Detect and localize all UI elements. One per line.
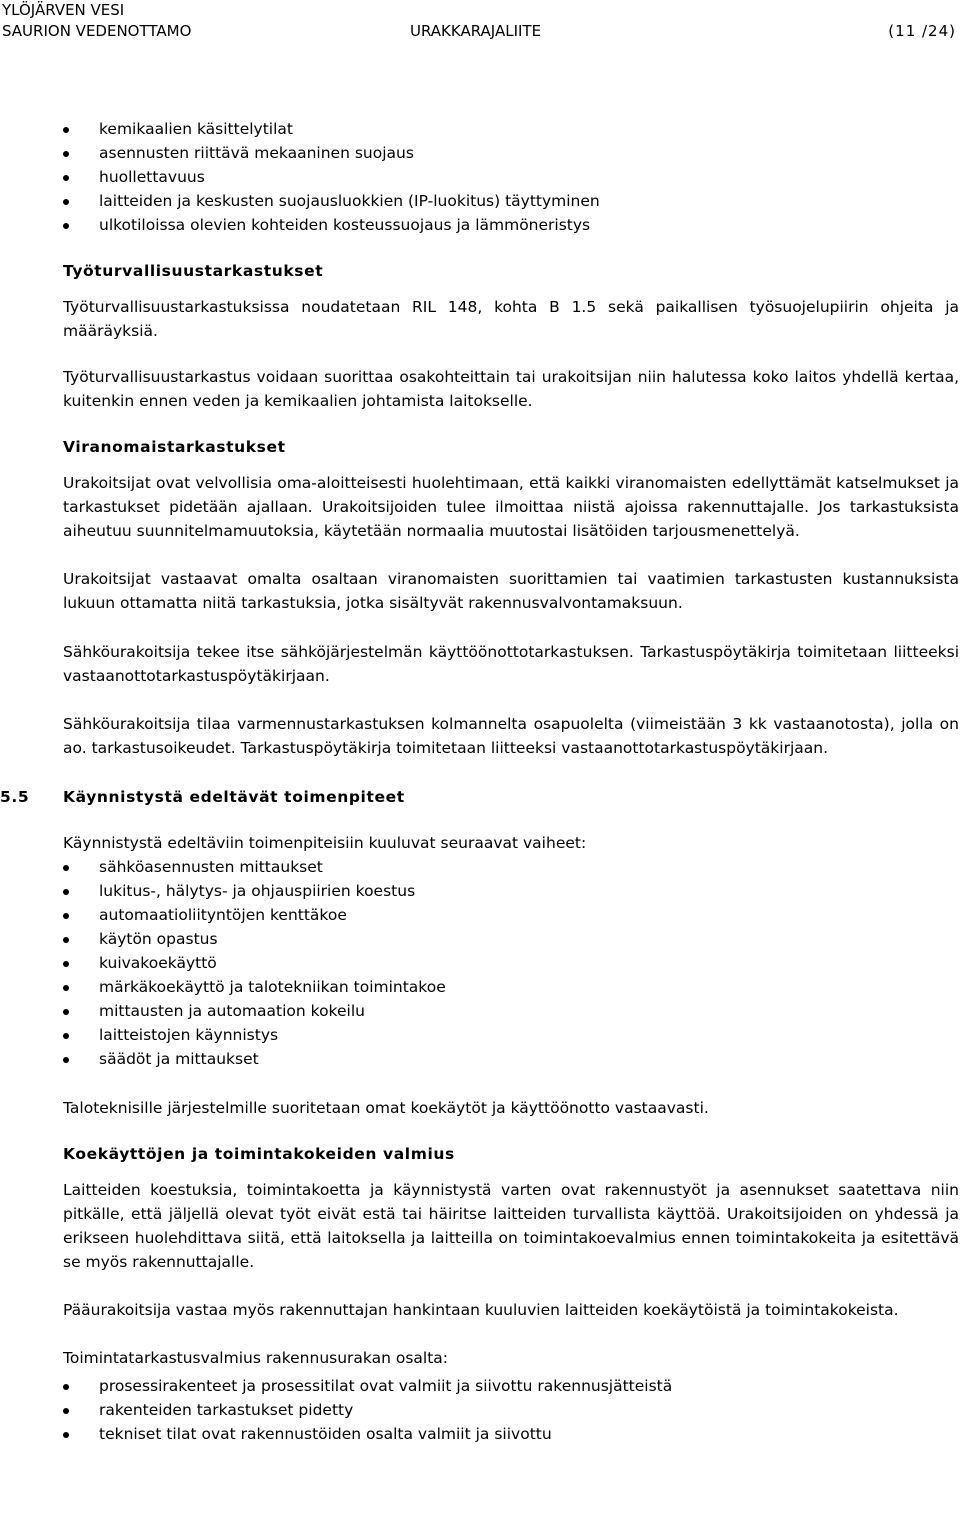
paragraph: Käynnistystä edeltäviin toimenpiteisiin kuuluvat seuraavat vaiheet:	[63, 834, 587, 852]
bullet-list-top	[63, 117, 959, 237]
document-body	[0, 117, 959, 1446]
subheading-koekaytot: Koekäyttöjen ja toimintakokeiden valmius	[63, 1145, 455, 1163]
section-heading-5-5	[0, 785, 959, 809]
paragraph: Taloteknisille järjestelmille suoritetaan omat koekäytöt ja käyttöönotto vastaavasti.	[63, 1099, 709, 1117]
bullet-list-section	[63, 855, 959, 1071]
header-project: SAURION VEDENOTTAMO	[2, 22, 192, 40]
header-page-number: (11 /24)	[888, 22, 956, 40]
list-item: laitteiden ja keskusten suojausluokkien (IP-luokitus) täyttyminen	[63, 189, 959, 213]
list-item: tekniset tilat ovat rakennustöiden osalta valmiit ja siivottu	[63, 1422, 959, 1446]
header-document-type: URAKKARAJALIITE	[410, 22, 542, 40]
list-item: lukitus-, hälytys- ja ohjauspiirien koestus	[63, 879, 959, 903]
subheading-viranomais: Viranomaistarkastukset	[63, 438, 286, 456]
list-item: ulkotiloissa olevien kohteiden kosteussuojaus ja lämmöneristys	[63, 213, 959, 237]
paragraph: Sähköurakoitsija tilaa varmennustarkastuksen kolmannelta osapuolelta (viimeistään 3 kk vastaanotosta), jolla on ao. tarkastusoikeudet. Tarkastuspöytäkirja toimitetaan liitteeksi vastaanottotarkastuspöytäkirjaan.	[63, 715, 959, 757]
list-item: kuivakoekäyttö	[63, 951, 959, 975]
list-item: laitteistojen käynnistys	[63, 1023, 959, 1047]
page-header	[0, 0, 960, 45]
paragraph: Urakoitsijat vastaavat omalta osaltaan viranomaisten suorittamien tai vaatimien tarkastusten kustannuksista lukuun ottamatta niitä tarkastuksia, jotka sisältyvät rakennusvalvontamaksuun.	[63, 570, 959, 612]
paragraph: Laitteiden koestuksia, toimintakoetta ja käynnistystä varten ovat rakennustyöt ja asennukset saatettava niin pitkälle, että jäljellä olevat työt eivät estä tai häiritse laitteiden turvallista käyttöä. Urakoitsijoiden on yhdessä ja erikseen huolehdittava siitä, että laitoksella ja laitteilla on toimintakoevalmius ennen toimintakokeita ja esitettävä se myös rakennuttajalle.	[63, 1181, 959, 1271]
list-item: mittausten ja automaation kokeilu	[63, 999, 959, 1023]
list-item: prosessirakenteet ja prosessitilat ovat valmiit ja siivottu rakennusjätteistä	[63, 1374, 959, 1398]
bullet-list-bottom	[63, 1374, 959, 1446]
list-item: kemikaalien käsittelytilat	[63, 117, 959, 141]
section-title: Käynnistystä edeltävät toimenpiteet	[63, 788, 405, 806]
list-item: säädöt ja mittaukset	[63, 1047, 959, 1071]
section-number: 5.5	[0, 788, 30, 806]
list-item: rakenteiden tarkastukset pidetty	[63, 1398, 959, 1422]
paragraph: Toimintatarkastusvalmius rakennusurakan osalta:	[63, 1349, 449, 1367]
paragraph: Pääurakoitsija vastaa myös rakennuttajan hankintaan kuuluvien laitteiden koekäytöistä ja toimintakokeista.	[63, 1301, 899, 1319]
list-item: huollettavuus	[63, 165, 959, 189]
list-item: sähköasennusten mittaukset	[63, 855, 959, 879]
list-item: automaatioliityntöjen kenttäkoe	[63, 903, 959, 927]
header-organization: YLÖJÄRVEN VESI	[2, 1, 125, 19]
list-item: asennusten riittävä mekaaninen suojaus	[63, 141, 959, 165]
paragraph: Työturvallisuustarkastus voidaan suorittaa osakohteittain tai urakoitsijan niin halutessa koko laitos yhdellä kertaa, kuitenkin ennen veden ja kemikaalien johtamista laitokselle.	[63, 368, 959, 410]
list-item: märkäkoekäyttö ja talotekniikan toimintakoe	[63, 975, 959, 999]
subheading-tyoturvallisuus: Työturvallisuustarkastukset	[63, 262, 324, 280]
paragraph: Työturvallisuustarkastuksissa noudatetaan RIL 148, kohta B 1.5 sekä paikallisen työsuojelupiirin ohjeita ja määräyksiä.	[63, 298, 959, 340]
paragraph: Sähköurakoitsija tekee itse sähköjärjestelmän käyttöönottotarkastuksen. Tarkastuspöytäkirja toimitetaan liitteeksi vastaanottotarkastuspöytäkirjaan.	[63, 643, 959, 685]
list-item: käytön opastus	[63, 927, 959, 951]
paragraph: Urakoitsijat ovat velvollisia oma-aloitteisesti huolehtimaan, että kaikki viranomaisten edellyttämät katselmukset ja tarkastukset pidetään ajallaan. Urakoitsijoiden tulee ilmoittaa niistä ajoissa rakennuttajalle. Jos tarkastuksista aiheutuu suunnitelmamuutoksia, käytetään normaalia muutostai lisätöiden tarjousmenettelyä.	[63, 474, 959, 540]
